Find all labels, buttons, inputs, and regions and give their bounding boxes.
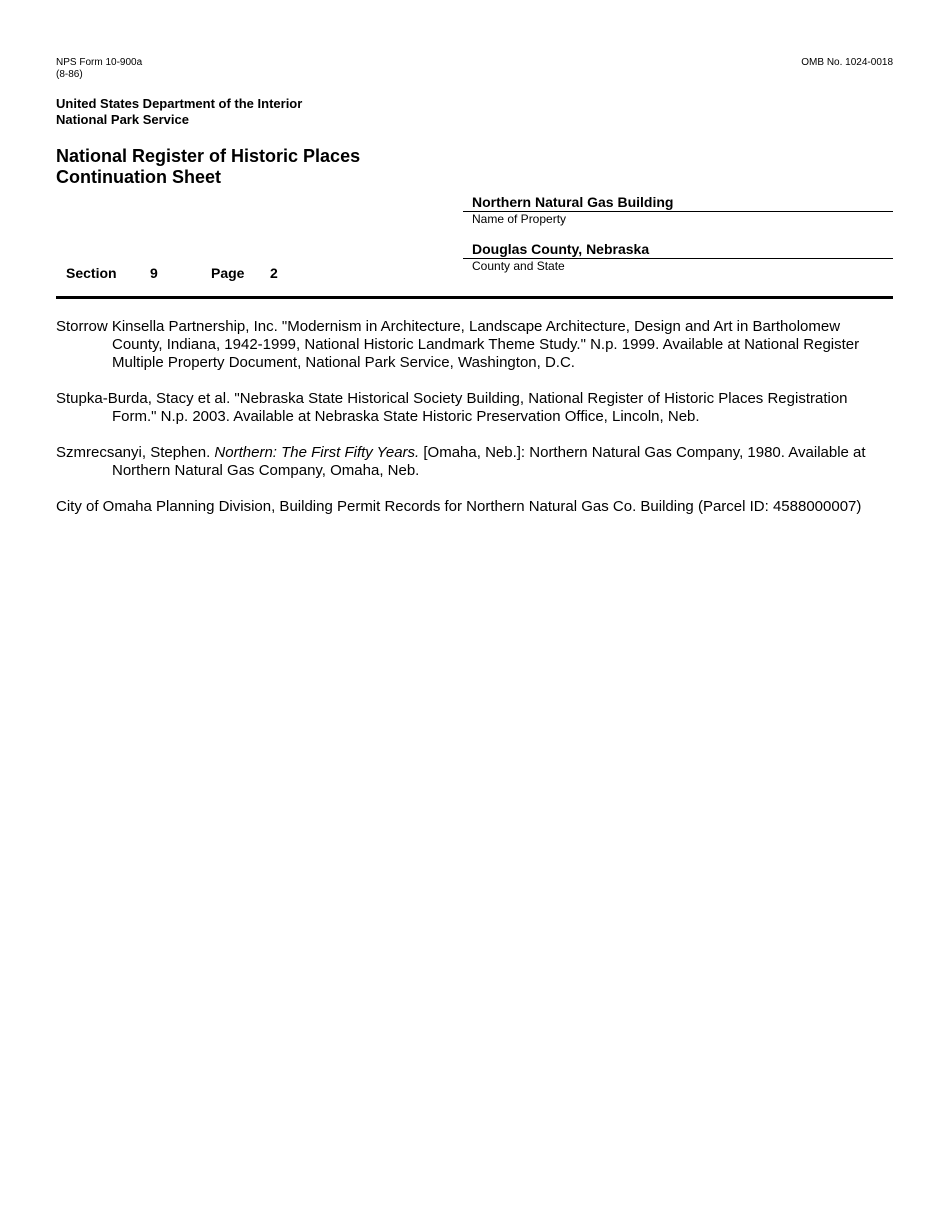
form-number-block xyxy=(56,57,142,81)
bibliography-entry: Storrow Kinsella Partnership, Inc. "Modernism in Architecture, Landscape Architecture, Design and Art in Bartholomew County, Indiana, 1942-1999, National Historic Landmark Theme Study." N.p. 1999. Available at National Register Multiple Property Document, National Park Service, Washington, D.C. xyxy=(56,318,860,371)
section-value: 9 xyxy=(150,265,158,281)
section-label: Section xyxy=(66,265,117,281)
bibliography-list xyxy=(56,318,893,534)
header-rule xyxy=(56,296,893,299)
property-name-field xyxy=(463,194,893,226)
department-name: United States Department of the Interior xyxy=(56,96,303,111)
document-title xyxy=(56,146,360,188)
county-state-caption: County and State xyxy=(472,259,565,273)
title-line-1: National Register of Historic Places xyxy=(56,146,361,166)
bibliography-entry: City of Omaha Planning Division, Building Permit Records for Northern Natural Gas Co. Building (Parcel ID: 4588000007) xyxy=(56,498,862,515)
bibliography-entry: Stupka-Burda, Stacy et al. "Nebraska State Historical Society Building, National Register of Historic Places Registration Form." N.p. 2003. Available at Nebraska State Historic Preservation Office, Lincoln, Neb. xyxy=(56,390,848,425)
service-name: National Park Service xyxy=(56,112,189,127)
omb-number: OMB No. 1024-0018 xyxy=(801,57,893,68)
bibliography-entry: Szmrecsanyi, Stephen. Northern: The First Fifty Years. [Omaha, Neb.]: Northern Natural Gas Company, 1980. Available at Northern Natural Gas Company, Omaha, Neb. xyxy=(56,444,866,479)
property-name-caption: Name of Property xyxy=(472,212,567,226)
agency-block xyxy=(56,96,302,128)
book-title: Northern: The First Fifty Years. xyxy=(214,444,420,461)
property-name: Northern Natural Gas Building xyxy=(463,194,893,212)
form-number: NPS Form 10-900a xyxy=(56,57,143,68)
page-label: Page xyxy=(211,265,245,281)
county-state-field xyxy=(463,241,893,273)
title-line-2: Continuation Sheet xyxy=(56,167,221,187)
page-value: 2 xyxy=(270,265,278,281)
form-date: (8-86) xyxy=(56,69,83,80)
county-state: Douglas County, Nebraska xyxy=(463,241,893,259)
